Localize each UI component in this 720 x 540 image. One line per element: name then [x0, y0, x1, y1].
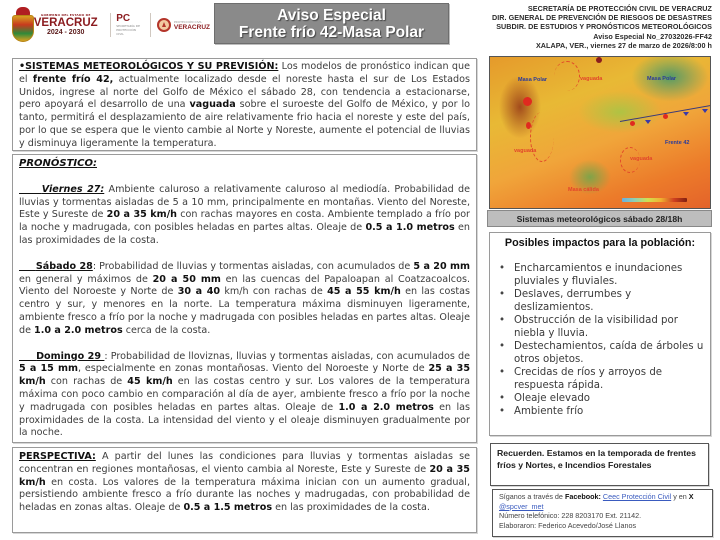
organization-block: [442, 4, 712, 50]
pressure-marker: [596, 57, 602, 63]
map-label-warm-mass: Masa cálida: [568, 187, 599, 193]
outlook-text: en las proximidades de la costa.: [272, 502, 430, 514]
day-label-friday: Viernes 27:: [41, 183, 105, 195]
systems-section: [12, 58, 477, 151]
header-logos: [10, 4, 210, 46]
government-logo: [34, 13, 98, 37]
map-label-trough-north: vaguada: [580, 76, 603, 82]
contact-box: [492, 489, 713, 537]
follow-text: Síganos a través de: [499, 492, 565, 501]
pc-veracruz-logo: [157, 18, 210, 32]
title-line-2: Frente frío 42-Masa Polar: [238, 23, 425, 41]
day-label-sunday: Domingo 29: [36, 350, 105, 362]
civil-protection-triangle-icon: [157, 18, 171, 32]
pc-small-text: SECRETARÍA DE PROTECCIÓN CIVIL: [116, 24, 140, 36]
impact-item: • Obstrucción de la visibilidad por niebla y lluvia.: [496, 314, 704, 340]
authors: Elaboraron: Federico Acevedo/José Llanos: [499, 521, 637, 531]
outlook-section: [12, 447, 477, 533]
systems-text: sobre el suroeste del Golfo de México, y por lo tanto, permitirá el desplazamiento de aire relativamente frio hacia el noreste y este del país, por lo que se espera que le viento cambie al Norte y Noreste, aumente el potencial de lluvias y disminuya ligeramente la temperatura.: [19, 99, 470, 149]
map-label-trough-gulf: vaguada: [630, 156, 653, 162]
pc-logo: [116, 14, 144, 36]
map-caption: Sistemas meteorológicos sábado 28/18h: [487, 210, 712, 227]
impacts-list: [496, 262, 704, 418]
front-cold-marker: [645, 120, 651, 124]
social-follow-line: [499, 492, 706, 511]
map-label-front: Frente 42: [665, 140, 690, 146]
phone-number: Número telefónico: 228 8203170 Ext. 21142.: [499, 511, 642, 521]
map-color-scale: [622, 198, 687, 202]
systems-highlight: vaguada: [189, 99, 236, 111]
facebook-label: Facebook:: [564, 492, 601, 501]
day-label-saturday: Sábado 28: [35, 260, 93, 272]
forecast-section: [12, 154, 477, 443]
systems-heading: •SISTEMAS METEOROLÓGICOS Y SU PREVISIÓN:: [19, 61, 279, 72]
impacts-title: Posibles impactos para la población:: [504, 237, 696, 249]
outlook-highlight: 0.5 a 1.5 metros: [183, 502, 273, 514]
notice-number: Aviso Especial No_27032026-FF42: [593, 31, 712, 41]
trough-line-north: [554, 61, 580, 91]
impact-item: • Destechamientos, caída de árboles u otros objetos.: [496, 340, 704, 366]
facebook-link[interactable]: Ceec Protección Civil: [602, 492, 672, 501]
reminder-text: Recuerden. Estamos en la temporada de frentes fríos y Nortes, e Incendios Forestales: [497, 448, 696, 470]
forecast-friday: Viernes 27: Ambiente caluroso a relativamente caluroso al mediodía. Probabilidad de lluvias y tormentas aisladas de 5 a 10 mm, principalmente en montañas. Viento del Noreste, Este y Sureste de 20 a 35 km/h con rachas mayores en costa. Ambiente templado a frío por la noche y madrugada, con posibles heladas en partes altas. Oleaje de 0.5 a 1.0 metros en las proximidades de la costa.: [19, 183, 471, 246]
systems-highlight: frente frío 42,: [32, 73, 114, 85]
impact-item: • Ambiente frío: [496, 405, 704, 418]
and-text: y en: [671, 492, 689, 501]
weather-systems-map: [489, 56, 711, 209]
gov-small-text: GOBIERNO DEL ESTADO DE: [40, 13, 91, 17]
pcv-small-text: PROTECCIÓN CIVIL: [173, 19, 203, 24]
notice-date: XALAPA, VER., viernes 27 de marzo de 2026/8:00 h: [535, 40, 712, 50]
title-line-1: Aviso Especial: [277, 6, 386, 24]
org-line: SUBDIR. DE ESTUDIOS Y PRONÓSTICOS METEOROLÓGICOS: [496, 22, 712, 32]
impact-item: • Oleaje elevado: [496, 392, 704, 405]
trough-line-west: [530, 112, 554, 162]
outlook-text: A partir del lunes las condiciones para lluvias y tormentas aisladas se concentran en regiones montañosas, el viento cambia al Noreste, Este y Sureste de: [19, 451, 470, 475]
outlook-highlight: 20 a 35 km/h: [19, 463, 470, 488]
pcv-name: VERACRUZ: [173, 23, 210, 31]
org-line: SECRETARÍA DE PROTECCIÓN CIVIL DE VERACRUZ: [527, 4, 712, 13]
front-warm-marker: [663, 114, 668, 119]
logo-divider: [150, 13, 151, 37]
outlook-text: en costa. Los valores de la temperatura máxima inician con un aumento gradual, persistiendo ambiente fresco a frío durante las noches y madrugadas, con probabilidad de heladas en zonas altas. Oleaje de: [19, 476, 470, 514]
outlook-heading: PERSPECTIVA:: [19, 451, 96, 462]
notice-title: [214, 3, 449, 44]
front-cold-marker: [683, 112, 689, 116]
impact-item: • Crecidas de ríos y arroyos de respuesta rápida.: [496, 366, 704, 392]
systems-text: Los modelos de pronóstico indican que el: [19, 61, 470, 85]
gov-name: VERACRUZ: [33, 17, 98, 29]
map-label-polar-mass-west: Masa Polar: [518, 77, 548, 83]
reminder-box: [490, 443, 709, 486]
org-line: DIR. GENERAL DE PREVENCIÓN DE RIESGOS DE DESASTRES: [491, 13, 712, 23]
pressure-marker: [526, 122, 531, 129]
front-cold-marker: [702, 109, 708, 113]
veracruz-coat-of-arms-icon: [10, 7, 26, 43]
impacts-section: [489, 232, 711, 436]
x-label: X: [688, 492, 694, 501]
forecast-sunday: Domingo 29 : Probabilidad de lloviznas, lluvias y tormentas aisladas, con acumulados de 5 a 15 mm, especialmente en zonas montañosas. Viento del Noroeste y Norte de 25 a 35 km/h con rachas de 45 km/h en las costas centro y sur. Los valores de la temperatura máxima con poco cambio en comparación al día de ayer, ambiente fresco a frío por la noche y madrugada con posibles heladas en partes altas. Oleaje de 1.0 a 2.0 metros en las proximidades de la costa. La intensidad del viento y el oleaje disminuyen gradualmente por la noche.: [19, 350, 471, 439]
x-handle-link[interactable]: @spcver_met: [499, 501, 544, 511]
logo-divider: [110, 13, 111, 37]
forecast-heading: PRONÓSTICO:: [19, 158, 97, 169]
map-label-polar-mass-east: Masa Polar: [647, 76, 677, 82]
high-pressure-marker: [523, 97, 532, 106]
pc-acronym: PC: [116, 13, 131, 24]
map-label-trough-west: vaguada: [514, 148, 537, 154]
impact-item: • Deslaves, derrumbes y deslizamientos.: [496, 288, 704, 314]
gov-years: 2024 - 2030: [47, 29, 85, 36]
impact-item: • Encharcamientos e inundaciones pluviales y fluviales.: [496, 262, 704, 288]
systems-text: actualmente localizado desde el noreste hasta el sur de Los Estados Unidos, ingrese al norte del Golfo de México el sábado 28, con tendencia a estacionarse, pero apoyará el desarrollo de una: [19, 73, 471, 111]
forecast-saturday: Sábado 28: Probabilidad de lluvias y tormentas aisladas, con acumulados de 5 a 20 mm en general y máximos de 20 a 50 mm en las cuencas del Papaloapan al Coatzacoalcos. Viento del Noroeste y Norte de 30 a 40 km/h con rachas de 45 a 55 km/h en las costas centro y sur, y menores en la norte. La temperatura máxima disminuyen ligeramente, ambiente fresco a frío por la noche y madrugada con posibles heladas en partes altas. Oleaje de 1.0 a 2.0 metros cerca de la costa.: [19, 260, 471, 336]
front-warm-marker: [630, 121, 635, 126]
